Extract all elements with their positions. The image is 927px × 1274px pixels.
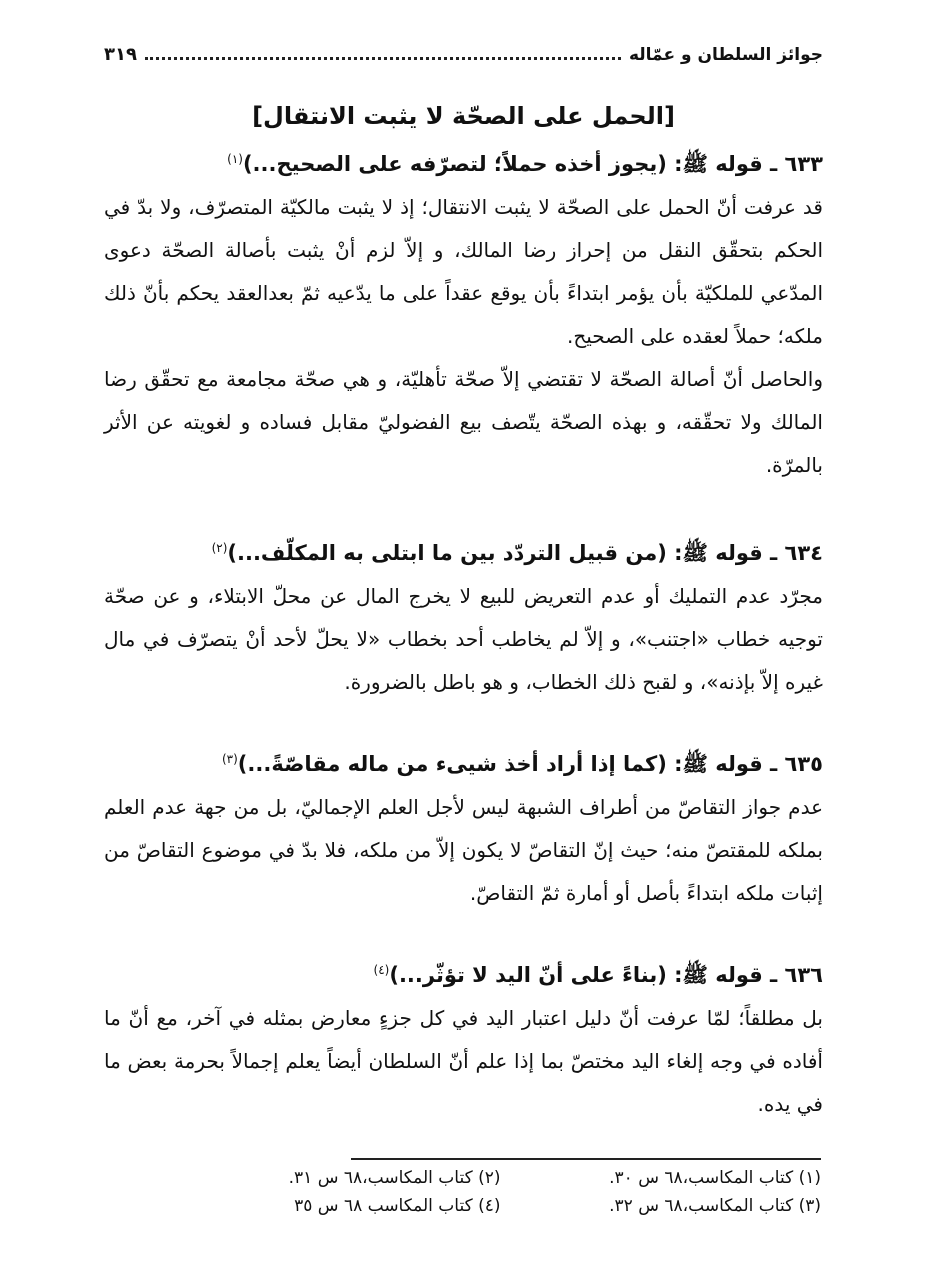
paragraph: مجرّد عدم التمليك أو عدم التعريض للبيع لا يخرج المال عن محلّ الابتلاء، و عن صحّة توجيه خطاب «اجتنب»، و إلاّ لم يخاطب أحد بخطاب «لا يحلّ لأحد أنْ يتصرّف في مال غيره إلاّ بإذنه»، و لقبح ذلك الخطاب، و هو باطل بالضرورة. <box>104 584 823 694</box>
running-header <box>104 44 823 74</box>
entry-heading-text: ٦٣٦ ـ قوله ﷺ: (بناءً على أنّ اليد لا تؤثّر...) <box>389 963 823 987</box>
entry-heading-text: ٦٣٤ ـ قوله ﷺ: (من قبيل التردّد بين ما ابتلى به المكلّف...) <box>227 541 823 565</box>
entry-heading-text: ٦٣٣ ـ قوله ﷺ: (يجوز أخذه حملاً؛ لتصرّفه على الصحيح...) <box>242 152 823 176</box>
main-text <box>104 96 823 1126</box>
entry-heading <box>104 738 823 786</box>
footnote: (٢) كتاب المكاسب،٦٨ س ٣١. <box>288 1168 501 1188</box>
entry-heading <box>104 949 823 997</box>
footnote-marker: (١) <box>227 152 243 166</box>
footnote: (١) كتاب المكاسب،٦٨ س ٣٠. <box>609 1168 821 1188</box>
paragraph: والحاصل أنّ أصالة الصحّة لا تقتضي إلاّ صحّة تأهليّة، و هي صحّة مجامعة مع تحقّق رضا المالك ولا تحقّقه، و بهذه الصحّة يتّصف بيع الفضوليّ مقابل فساده و لغويته عن الأثر بالمرّة. <box>104 367 823 477</box>
footnote-marker: (٢) <box>211 541 228 555</box>
paragraph: قد عرفت أنّ الحمل على الصحّة لا يثبت الانتقال؛ إذ لا يثبت مالكيّة المتصرّف، ولا بدّ في الحكم بتحقّق النقل من إحراز رضا المالك، و إلاّ لزم أنْ يثبت بأصالة الصحّة دعوى المدّعي للملكيّة بأن يؤمر ابتداءً بأن يوقع عقداً على ما يدّعيه ثمّ بعدالعقد يحكم بأنّ ذلك ملكه؛ حملاً لعقده على الصحيح. <box>104 195 823 348</box>
header-dot-leader <box>145 57 621 60</box>
footnote: (٤) كتاب المكاسب ٦٨ س ٣٥ <box>294 1196 501 1216</box>
entry-heading <box>104 527 823 575</box>
footnote-marker: (٤) <box>373 963 390 977</box>
paragraph: بل مطلقاً؛ لمّا عرفت أنّ دليل اعتبار اليد في كل جزءٍ معارض بمثله في آخر، مع أنّ ما أفاده في وجه إلغاء اليد مختصّ بما إذا علم أنّ السلطان أيضاً يعلم إجمالاً بحرمة بعض ما في يده. <box>104 1006 823 1116</box>
entry-heading <box>104 138 823 186</box>
footnote-marker: (٣) <box>221 752 238 766</box>
spacer <box>104 487 823 527</box>
section-heading: [الحمل على الصحّة لا يثبت الانتقال] <box>252 102 675 130</box>
footnote: (٣) كتاب المكاسب،٦٨ س ٣٢. <box>609 1196 821 1216</box>
header-title: جوائز السلطان و عمّاله <box>628 45 823 65</box>
spacer <box>104 704 823 738</box>
spacer <box>104 915 823 949</box>
footnote-divider <box>351 1158 821 1160</box>
footnotes <box>220 1166 821 1218</box>
entry-heading-text: ٦٣٥ ـ قوله ﷺ: (كما إذا أراد أخذ شيىء من ماله مقاصّةً...) <box>237 752 823 776</box>
paragraph: عدم جواز التقاصّ من أطراف الشبهة ليس لأجل العلم الإجماليّ، بل من جهة عدم العلم بملكه للمقتصّ منه؛ حيث إنّ التقاصّ لا يكون إلاّ من ملكه، فلا بدّ في موضوع التقاصّ من إثبات ملكه ابتداءً بأصل أو أمارة ثمّ التقاصّ. <box>104 795 823 905</box>
page-number: ٣١٩ <box>104 44 137 65</box>
